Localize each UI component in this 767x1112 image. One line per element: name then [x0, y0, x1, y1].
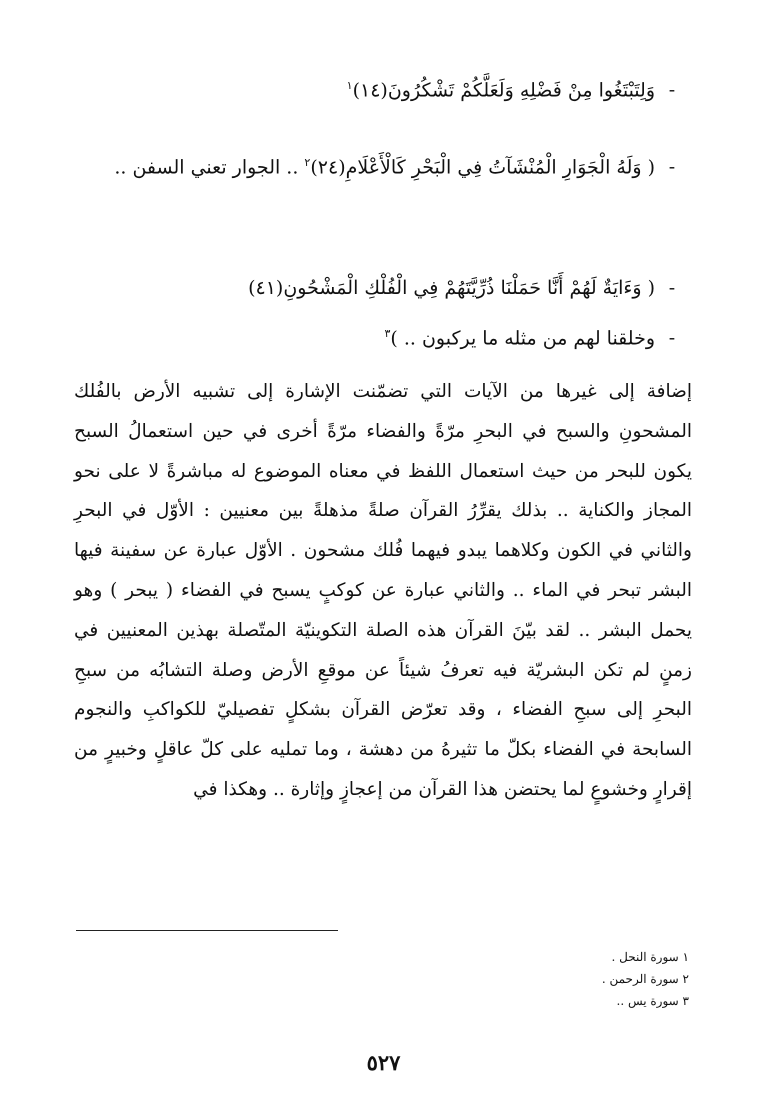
verse-text: ( وَءَايَةٌ لَهُمْ أَنَّا حَمَلْنَا ذُرِّيَّتَهُمْ فِي الْفُلْكِ الْمَشْحُونِ(٤١) — [248, 277, 655, 299]
footnote-divider — [76, 930, 338, 931]
verse-dash: - — [668, 79, 676, 102]
footnote-2: ٢ سورة الرحمن . — [601, 972, 689, 986]
footnote-3: ٣ سورة يس .. — [616, 994, 689, 1008]
footnote-1: ١ سورة النحل . — [611, 950, 689, 964]
footnote-ref: ١ — [346, 79, 353, 92]
verse-line-1 — [64, 70, 689, 106]
verse-commentary: .. الجوار تعني السفن .. — [114, 156, 305, 179]
verse-text: وخلقنا لهم من مثله ما يركبون .. ) — [390, 327, 655, 350]
verse-text: وَلِتَبْتَغُوا مِنْ فَضْلِهِ وَلَعَلَّكُمْ تَشْكُرُونَ(١٤) — [352, 79, 655, 102]
verse-line-4 — [64, 318, 689, 354]
body-paragraph: إضافة إلى غيرها من الآيات التي تضمّنت الإشارة إلى تشبيه الأرض بالفُلك المشحونِ والسبح في البحرِ مرّةً والفضاء مرّةً أخرى في حين استعمالُ السبح يكون للبحر من حيث استعمال اللفظ في معناه الموضوع له مباشرةً لا على نحو المجاز والكناية .. بذلك يقرِّرُ القرآن صلةً مذهلةً بين معنيين : الأوّل في البحرِ والثاني في الكون وكلاهما يبدو فيهما فُلك مشحون . الأوّل عبارة عن سفينة فيها البشر تبحر في الماء .. والثاني عبارة عن كوكبٍ يسبح في الفضاء ( يبحر ) وهو يحمل البشر .. لقد بيّنَ القرآن هذه الصلة التكوينيّة المتّصلة بهذين المعنيين في زمنٍ لم تكن البشريّة فيه تعرفُ شيئاً عن موقعِ الأرض وصلة التشابُه من سبحِ البحرِ إلى سبحِ الفضاء ، وقد تعرّض القرآن بشكلٍ تفصيليّ للكواكبِ والنجوم السابحة في الفضاء بكلّ ما تثيرهُ من دهشة ، وما تمليه على كلّ عاقلٍ وخبيرٍ من إقرارٍ وخشوعٍ لما يحتضن هذا القرآن من إعجازٍ وإثارة .. وهكذا في — [74, 381, 692, 800]
verse-line-2 — [71, 140, 689, 190]
verse-dash: - — [668, 327, 676, 350]
verse-text: ( وَلَهُ الْجَوَارِ الْمُنْشَآتُ فِي الْبَحْرِ كَالْأَعْلَامِ(٢٤) — [310, 156, 655, 179]
footnote-ref: ٢ — [304, 156, 311, 169]
verse-dash: - — [668, 156, 676, 179]
verse-dash: - — [668, 277, 676, 299]
verse-line-3 — [64, 272, 689, 304]
footnote-ref: ٣ — [384, 327, 391, 340]
page-number: ٥٢٧ — [366, 1050, 401, 1075]
footnotes — [389, 946, 689, 1012]
